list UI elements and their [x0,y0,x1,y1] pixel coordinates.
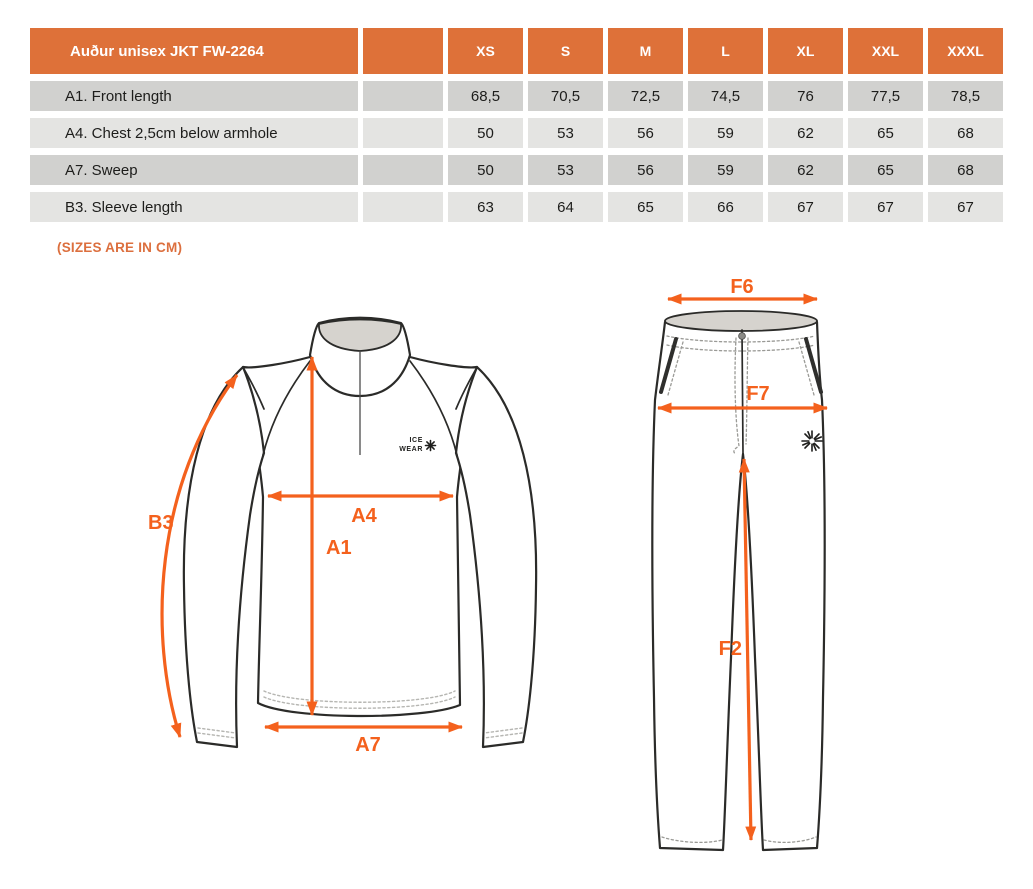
value-cell: 72,5 [608,81,683,111]
value-cell: 74,5 [688,81,763,111]
sizes-note: (SIZES ARE IN CM) [57,240,183,255]
row-label-sweep: A7. Sweep [30,155,358,185]
label-a7: A7 [355,734,381,756]
value-cell: 68 [928,118,1003,148]
size-table [30,28,1003,222]
header-spacer-cell [363,28,443,74]
jacket-left-sleeve [184,367,264,747]
value-cell: 50 [448,118,523,148]
pants-body [652,322,825,850]
value-cell: 53 [528,155,603,185]
value-cell: 64 [528,192,603,222]
label-a4: A4 [351,505,377,527]
value-cell: 63 [448,192,523,222]
label-f6: F6 [730,278,754,298]
value-cell: 59 [688,155,763,185]
row-spacer-cell [363,192,443,222]
value-cell: 68 [928,155,1003,185]
value-cell: 77,5 [848,81,923,111]
label-a1: A1 [326,537,352,559]
row-label-sleeve-length: B3. Sleeve length [30,192,358,222]
value-cell: 65 [848,155,923,185]
label-f7: F7 [746,383,770,405]
value-cell: 56 [608,118,683,148]
size-col-header-xl: XL [768,28,843,74]
size-col-header-xs: XS [448,28,523,74]
value-cell: 62 [768,118,843,148]
row-spacer-cell [363,81,443,111]
value-cell: 78,5 [928,81,1003,111]
waist-button [739,333,746,340]
snowflake-icon [426,441,436,451]
value-cell: 68,5 [448,81,523,111]
row-label-front-length: A1. Front length [30,81,358,111]
size-col-header-l: L [688,28,763,74]
label-b3: B3 [148,512,174,534]
size-col-header-m: M [608,28,683,74]
value-cell: 76 [768,81,843,111]
jacket-right-sleeve [456,367,536,747]
table-title: Auður unisex JKT FW-2264 [30,28,358,74]
value-cell: 65 [848,118,923,148]
logo-text-ice: ICE [409,437,423,444]
pants-measurement-diagram [615,278,865,870]
value-cell: 53 [528,118,603,148]
jacket-measurement-diagram [140,295,590,775]
logo-text-wear: WEAR [399,446,423,453]
label-f2: F2 [718,638,742,660]
value-cell: 62 [768,155,843,185]
size-col-header-xxl: XXL [848,28,923,74]
value-cell: 67 [768,192,843,222]
value-cell: 50 [448,155,523,185]
value-cell: 67 [928,192,1003,222]
value-cell: 66 [688,192,763,222]
row-label-chest: A4. Chest 2,5cm below armhole [30,118,358,148]
value-cell: 56 [608,155,683,185]
value-cell: 59 [688,118,763,148]
value-cell: 65 [608,192,683,222]
value-cell: 70,5 [528,81,603,111]
waist-inner-shade [665,311,817,331]
size-col-header-s: S [528,28,603,74]
row-spacer-cell [363,155,443,185]
row-spacer-cell [363,118,443,148]
size-col-header-xxxl: XXXL [928,28,1003,74]
value-cell: 67 [848,192,923,222]
